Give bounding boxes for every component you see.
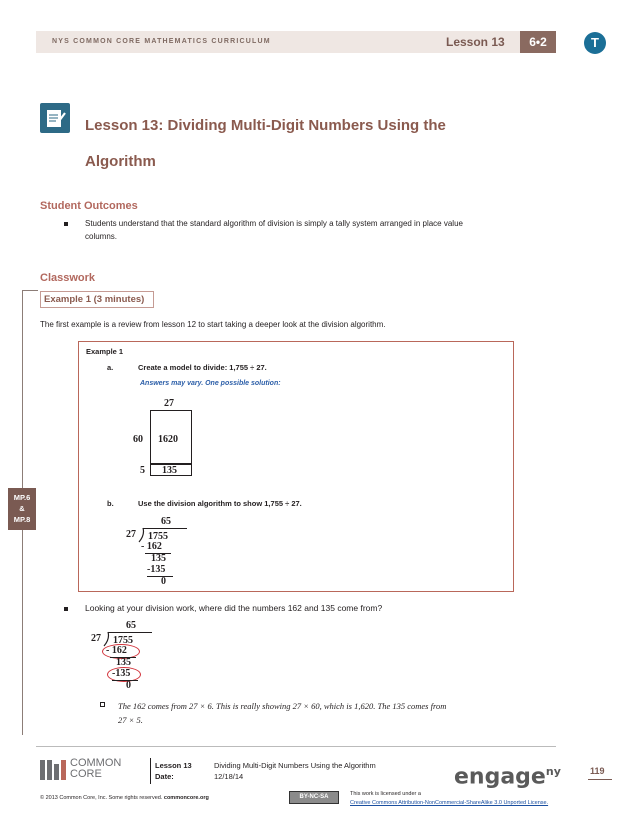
long-division-1 <box>121 513 189 593</box>
ld1-line2 <box>147 576 173 577</box>
engage-ny-logo <box>454 760 561 789</box>
footer-lesson-title: Dividing Multi-Digit Numbers Using the Algorithm <box>214 761 376 770</box>
example-box-title: Example 1 <box>86 347 124 356</box>
mp-tag-line-1: MP.6 <box>13 493 31 502</box>
ld2-step1: - 162 <box>106 645 127 656</box>
title-line-2: Algorithm <box>85 153 156 170</box>
part-a-text: Create a model to divide: 1,755 ÷ 27. <box>138 363 267 372</box>
ld1-quotient: 65 <box>161 516 171 527</box>
ld1-step2: -135 <box>147 564 166 575</box>
long-division-2 <box>86 617 154 697</box>
area-model-row2-label: 5 <box>140 465 145 476</box>
outcome-line-2: columns. <box>85 232 118 241</box>
license-link[interactable]: Creative Commons Attribution-NonCommercial-ShareAlike 3.0 Unported License. <box>350 800 549 806</box>
ld1-rem1: 135 <box>151 553 166 564</box>
ld2-line2 <box>112 680 138 681</box>
ld2-rem1: 135 <box>116 657 131 668</box>
license-text <box>350 790 548 808</box>
footer-lesson-label: Lesson 13 <box>155 761 192 770</box>
ld2-step2: -135 <box>112 668 131 679</box>
license-line-1: This work is licensed under a <box>350 791 421 797</box>
engage-word: engage <box>454 764 546 790</box>
example-label: Example 1 (3 minutes) <box>40 291 154 308</box>
answer-text <box>118 699 446 727</box>
ny-word: ny <box>545 765 561 778</box>
bullet-icon <box>64 607 68 611</box>
cc-license-badge: BY-NC-SA <box>289 791 339 804</box>
area-model-top-label: 27 <box>164 398 174 409</box>
copyright-text <box>40 795 209 801</box>
copyright-site-link[interactable]: commoncore.org <box>163 795 209 801</box>
page-title <box>85 108 505 180</box>
title-line-1: Lesson 13: Dividing Multi-Digit Numbers Using the <box>85 117 446 134</box>
ld1-rem2: 0 <box>161 576 166 587</box>
common-core-logo-icon <box>40 760 68 780</box>
mp-tag <box>8 488 36 530</box>
area-model-row1-value: 1620 <box>158 434 178 445</box>
curriculum-label: NYS COMMON CORE MATHEMATICS CURRICULUM <box>52 38 271 45</box>
student-outcomes-heading: Student Outcomes <box>40 200 138 212</box>
teacher-badge: T <box>584 32 606 54</box>
page-number-underline <box>588 779 612 780</box>
ld1-divisor: 27 <box>126 529 136 540</box>
answer-line-1: The 162 comes from 27 × 6. This is really showing 27 × 60, which is 1,620. The 135 comes from <box>118 701 447 711</box>
area-model-row2-value: 135 <box>162 465 177 476</box>
part-a-label: a. <box>107 363 114 372</box>
classwork-heading: Classwork <box>40 272 96 284</box>
ld2-dividend: 1755 <box>113 635 133 646</box>
header-lesson: Lesson 13 <box>446 35 505 49</box>
bullet-icon <box>64 222 68 226</box>
example-intro: The first example is a review from lesson 12 to start taking a deeper look at the division algorithm. <box>40 320 386 329</box>
page-number: 119 <box>590 766 605 776</box>
common-core-wordmark <box>70 758 121 780</box>
area-model-row1-label: 60 <box>133 434 143 445</box>
logo-line-2: CORE <box>70 768 102 780</box>
ld2-divisor: 27 <box>91 633 101 644</box>
ld2-rem2: 0 <box>126 680 131 691</box>
footer-separator <box>150 758 151 784</box>
footer-date: 12/18/14 <box>214 772 244 781</box>
ld2-quotient: 65 <box>126 620 136 631</box>
outcome-line-1: Students understand that the standard algorithm of division is simply a tally system arranged in place value <box>85 219 463 228</box>
ld1-dividend: 1755 <box>148 531 168 542</box>
ld1-bar <box>143 528 187 529</box>
answer-line-2: 27 × 5. <box>118 715 143 725</box>
ld2-bar <box>108 632 152 633</box>
ld1-step1: - 162 <box>141 541 162 552</box>
mp-tag-line-3: MP.8 <box>13 515 31 524</box>
part-b-label: b. <box>107 499 114 508</box>
lesson-notepad-icon <box>40 103 70 133</box>
margin-bracket-top <box>22 290 38 291</box>
copyright-main: © 2013 Common Core, Inc. Some rights reserved. <box>40 795 163 801</box>
footer-rule <box>36 746 556 747</box>
part-b-text: Use the division algorithm to show 1,755 ÷ 27. <box>138 499 302 508</box>
sub-bullet-icon <box>100 702 105 707</box>
answer-note: Answers may vary. One possible solution: <box>140 380 281 387</box>
footer-date-label: Date: <box>155 772 174 781</box>
logo-line-1: COMMON <box>70 757 122 769</box>
question-text: Looking at your division work, where did the numbers 162 and 135 come from? <box>85 603 383 613</box>
mp-tag-line-2: & <box>19 504 25 513</box>
outcome-item <box>85 217 545 243</box>
grade-badge: 6•2 <box>520 31 556 53</box>
